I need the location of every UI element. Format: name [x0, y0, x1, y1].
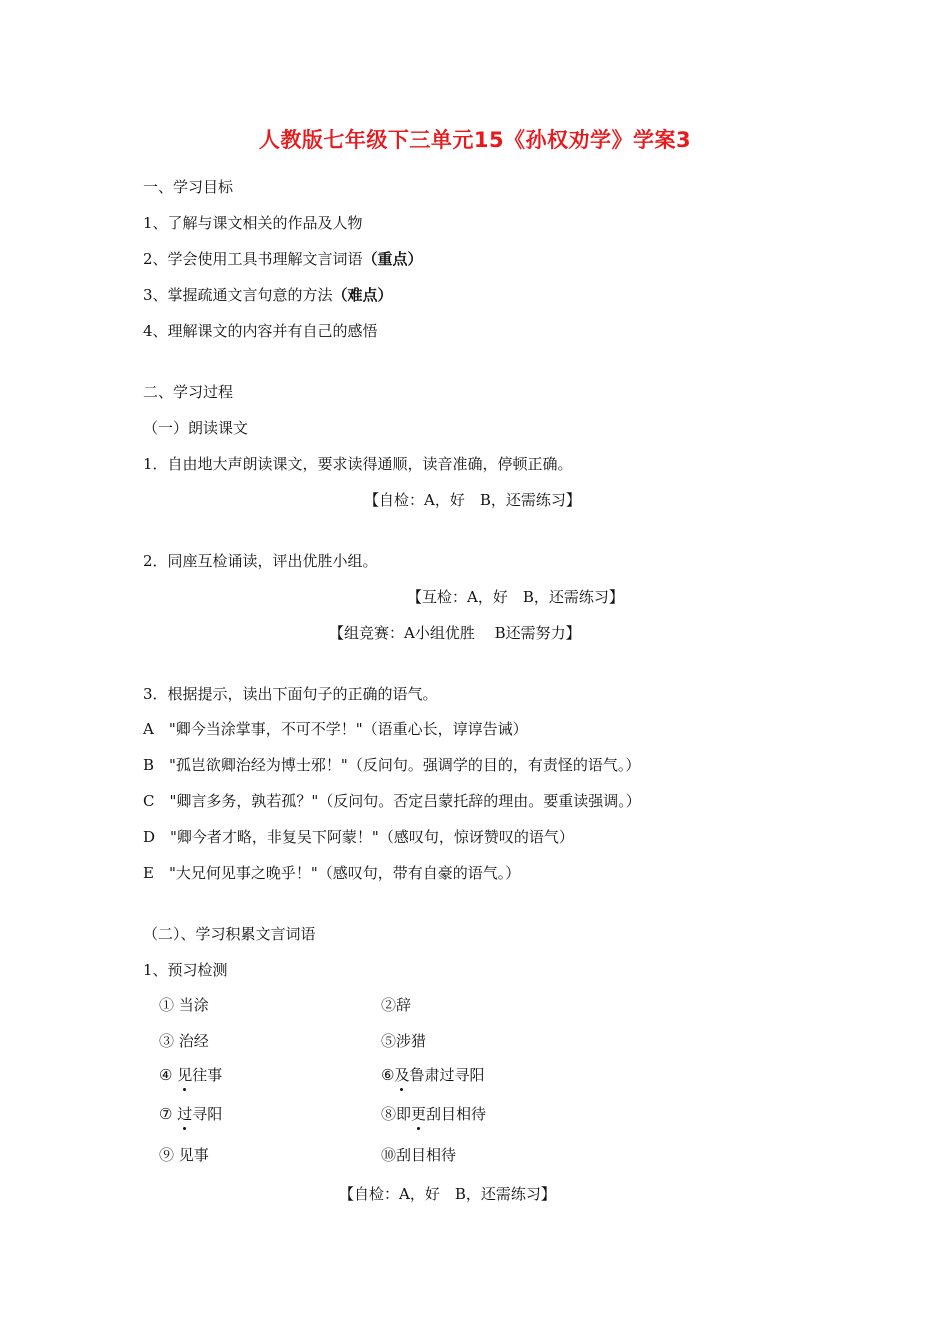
goal-tag-key-point: （重点） [362, 250, 423, 268]
question-1: 1．自由地大声朗读课文，要求读得通顺，读音准确，停顿正确。 [143, 455, 573, 473]
question-2: 2．同座互检诵读，评出优胜小组。 [143, 552, 378, 570]
tone-item-a: A "卿今当涂掌事，不可不学！"（语重心长，谆谆告诫） [143, 720, 528, 738]
tone-item-e: E "大兄何见事之晚乎！"（感叹句，带有自豪的语气。） [143, 864, 521, 882]
page-title: 人教版七年级下三单元15《孙权劝学》学案3 [258, 128, 692, 152]
word-rest: 往事 [192, 1066, 223, 1084]
emphasis-dot-char: 及 [394, 1066, 410, 1084]
goal-item-3 [143, 285, 393, 305]
word-item-10: ⑩刮目相待 [381, 1146, 457, 1164]
word-item-4 [159, 1065, 222, 1085]
self-check-2: 【自检：A，好 B，还需练习】 [339, 1185, 556, 1203]
tone-item-c: C "卿言多务，孰若孤？"（反问句。否定吕蒙托辞的理由。要重读强调。） [143, 792, 641, 810]
goal-item-1 [143, 213, 363, 233]
word-item-8 [381, 1104, 486, 1124]
peer-check: 【互检：A，好 B，还需练习】 [407, 588, 624, 606]
word-item-9: ⑨ 见事 [159, 1146, 209, 1164]
word-rest: 刮目相待 [426, 1105, 487, 1123]
word-item-6 [381, 1065, 484, 1085]
part-heading-reading: （一）朗读课文 [143, 419, 249, 437]
emphasis-dot-char: 更 [411, 1105, 427, 1123]
goal-text: 2、学会使用工具书理解文言词语 [143, 250, 363, 268]
word-item-3: ③ 治经 [159, 1032, 209, 1050]
section-heading-goals: 一、学习目标 [143, 178, 234, 196]
self-check-1: 【自检：A，好 B，还需练习】 [364, 491, 581, 509]
emphasis-dot-char: 过 [177, 1105, 193, 1123]
section-heading-process: 二、学习过程 [143, 383, 234, 401]
word-item-7 [159, 1104, 222, 1124]
goal-tag-difficulty: （难点） [332, 286, 393, 304]
emphasis-dot-char: 见 [177, 1066, 193, 1084]
word-item-2: ②辞 [381, 996, 412, 1014]
question-3: 3．根据提示，读出下面句子的正确的语气。 [143, 685, 438, 703]
word-item-5: ⑤涉猎 [381, 1032, 427, 1050]
group-contest: 【组竞赛：A小组优胜 B还需努力】 [329, 624, 581, 642]
word-number: ⑥ [381, 1066, 395, 1084]
tone-item-b: B "孤岂欲卿治经为博士邪！"（反问句。强调学的目的，有责怪的语气。） [143, 756, 641, 774]
goal-item-2 [143, 249, 423, 269]
word-number: ⑧即 [381, 1105, 412, 1123]
word-rest: 寻阳 [192, 1105, 223, 1123]
preview-test-heading: 1、预习检测 [143, 961, 228, 979]
part-heading-vocabulary: （二）、学习积累文言词语 [143, 925, 316, 943]
goal-item-4 [143, 321, 378, 341]
word-item-1: ① 当涂 [159, 996, 209, 1014]
tone-item-d: D "卿今者才略，非复吴下阿蒙！"（感叹句，惊讶赞叹的语气） [143, 828, 574, 846]
goal-text: 4、理解课文的内容并有自己的感悟 [143, 322, 378, 340]
goal-text: 1、了解与课文相关的作品及人物 [143, 214, 363, 232]
goal-text: 3、掌握疏通文言句意的方法 [143, 286, 333, 304]
word-number: ⑦ [159, 1105, 178, 1123]
word-number: ④ [159, 1066, 178, 1084]
word-rest: 鲁肃过寻阳 [409, 1066, 485, 1084]
